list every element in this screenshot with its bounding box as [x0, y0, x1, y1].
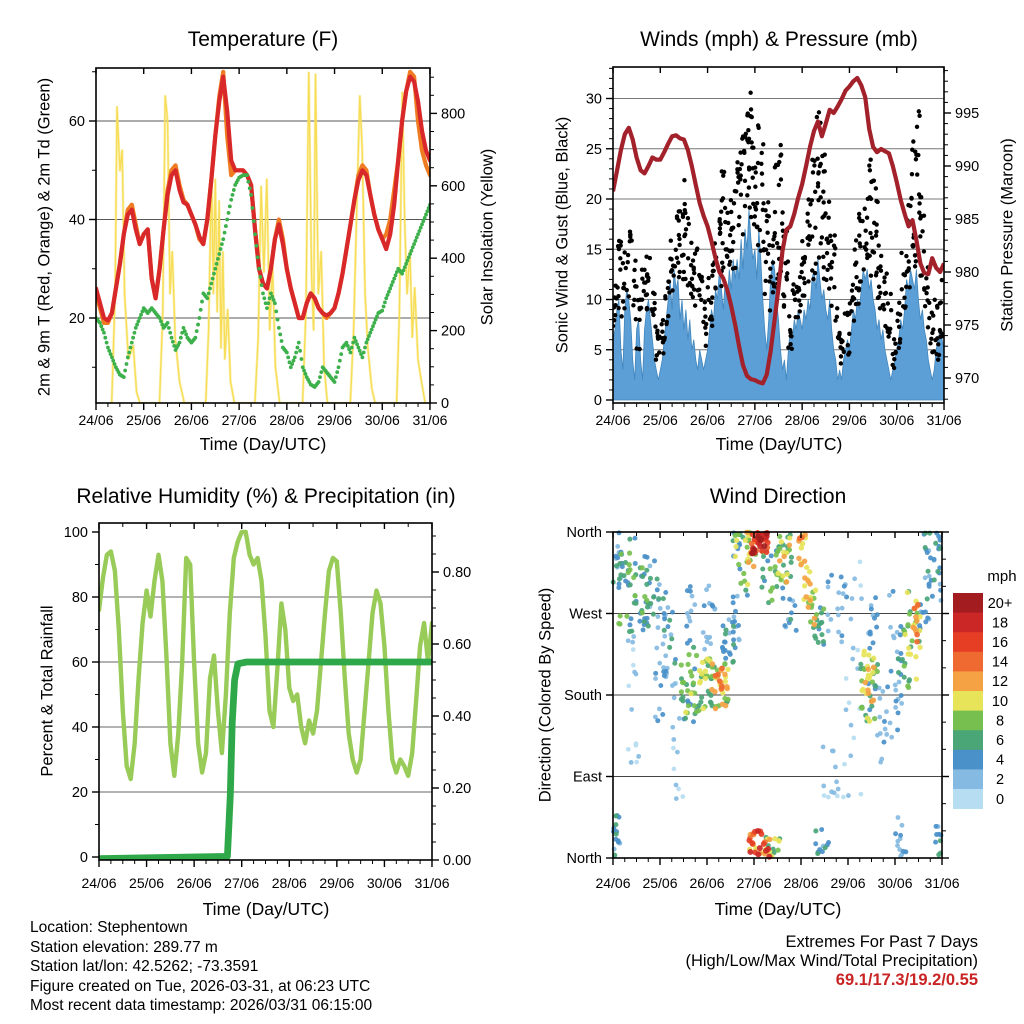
tick-label: 27/06 — [737, 412, 773, 428]
chart-winddir-title: Wind Direction — [709, 485, 847, 508]
extremes-values: 69.1/17.3/19.2/0.55 — [835, 971, 978, 989]
tick-label: 975 — [955, 318, 980, 334]
tick-label: 100 — [63, 525, 88, 541]
tick-label: 28/06 — [783, 875, 819, 891]
chart-winds-xlabel: Time (Day/UTC) — [715, 434, 843, 454]
tick-label: 30 — [585, 91, 602, 108]
tick-label: 0.00 — [443, 853, 472, 869]
tick-label: 27/06 — [224, 875, 260, 891]
tick-label: 31/06 — [412, 412, 448, 428]
humidity-precip-plot — [64, 523, 471, 891]
chart-temperature-title: Temperature (F) — [187, 28, 339, 51]
tick-label: 29/06 — [831, 412, 867, 428]
tick-label: 15 — [585, 242, 602, 259]
winds-pressure-plot — [586, 67, 979, 428]
tick-label: 0.60 — [443, 637, 472, 653]
tick-label: 28/06 — [269, 412, 305, 428]
tick-label: 5 — [593, 342, 602, 359]
chart-winds-ylabel-left: Sonic Wind & Gust (Blue, Black) — [553, 116, 572, 354]
tick-label: 4 — [995, 752, 1005, 769]
tick-label: 995 — [955, 106, 980, 122]
tick-label: 985 — [955, 212, 980, 228]
tick-label: 20 — [585, 192, 602, 208]
tick-label: 60 — [71, 655, 88, 671]
recent-timestamp: Most recent data timestamp: 2026/03/31 06:15:00 — [30, 997, 373, 1015]
tick-label: 20+ — [987, 595, 1013, 612]
tick-label: 31/06 — [924, 875, 960, 891]
colorbar-title: mph — [987, 568, 1017, 585]
chart-temperature-ylabel-left: 2m & 9m T (Red, Orange) & 2m Td (Green) — [35, 77, 54, 397]
tick-label: 0.20 — [443, 781, 472, 797]
figure-created: Figure created on Tue, 2026-03-31, at 06:23 UTC — [30, 977, 371, 995]
chart-humidity-title: Relative Humidity (%) & Precipitation (in) — [76, 485, 456, 508]
tick-label: 27/06 — [221, 412, 257, 428]
tick-label: 970 — [955, 371, 980, 387]
tick-label: 6 — [995, 733, 1005, 749]
tick-label: 2 — [995, 772, 1005, 789]
chart-temperature-xlabel: Time (Day/UTC) — [199, 434, 327, 454]
tick-label: South — [564, 687, 602, 704]
tick-label: 600 — [441, 178, 466, 195]
tick-label: 25/06 — [642, 875, 678, 891]
tick-label: 26/06 — [173, 412, 209, 428]
tick-label: North — [566, 851, 602, 867]
tick-label: 0 — [995, 791, 1005, 808]
tick-label: 26/06 — [690, 412, 726, 428]
station-location: Location: Stephentown — [30, 919, 188, 936]
temperature-plot — [69, 68, 465, 428]
tick-label: 25/06 — [642, 412, 678, 428]
tick-label: 28/06 — [271, 875, 307, 891]
station-latlon: Station lat/lon: 42.5262; -73.3591 — [30, 958, 259, 976]
tick-label: 16 — [991, 635, 1009, 651]
tick-label: 800 — [441, 106, 466, 123]
extremes-heading: Extremes For Past 7 Days — [785, 933, 978, 951]
tick-label: 29/06 — [830, 875, 866, 891]
chart-winddir-xlabel: Time (Day/UTC) — [714, 899, 842, 919]
tick-label: 26/06 — [176, 875, 212, 891]
tick-label: 18 — [991, 615, 1009, 632]
tick-label: 8 — [995, 713, 1005, 730]
extremes-block — [685, 933, 978, 990]
tick-label: 990 — [955, 159, 980, 175]
tick-label: East — [572, 769, 602, 786]
tick-label: 0.80 — [443, 565, 472, 581]
tick-label: 30/06 — [364, 412, 400, 428]
tick-label: 14 — [991, 654, 1009, 671]
chart-temperature-ylabel-right: Solar Insolation (Yellow) — [478, 148, 497, 326]
tick-label: 400 — [441, 251, 466, 268]
chart-winds-ylabel-right: Station Pressure (Maroon) — [998, 138, 1017, 332]
chart-winddir-ylabel-left: Direction (Colored By Speed) — [536, 587, 555, 803]
tick-label: 29/06 — [319, 875, 355, 891]
tick-label: 28/06 — [784, 412, 820, 428]
tick-label: 31/06 — [926, 412, 962, 428]
tick-label: 29/06 — [317, 412, 353, 428]
tick-label: 30/06 — [877, 875, 913, 891]
tick-label: 0.40 — [443, 709, 472, 725]
tick-label: 12 — [991, 674, 1009, 691]
tick-label: 10 — [991, 693, 1009, 710]
tick-label: 80 — [71, 590, 88, 606]
tick-label: 0 — [593, 393, 602, 409]
station-info — [30, 918, 372, 1016]
tick-label: 30/06 — [879, 412, 915, 428]
tick-label: 0 — [79, 850, 88, 866]
tick-label: 27/06 — [736, 875, 772, 891]
chart-winds-title: Winds (mph) & Pressure (mb) — [640, 28, 918, 51]
tick-label: North — [566, 524, 602, 541]
wind-direction-plot — [564, 525, 960, 891]
extremes-subheading: (High/Low/Max Wind/Total Precipitation) — [685, 952, 978, 970]
chart-humidity-xlabel: Time (Day/UTC) — [202, 899, 330, 919]
tick-label: 20 — [71, 785, 88, 801]
speed-colorbar — [953, 593, 1012, 809]
tick-label: 60 — [68, 114, 85, 130]
tick-label: 20 — [68, 311, 85, 327]
tick-label: 0 — [441, 396, 450, 412]
tick-label: 10 — [585, 292, 602, 309]
tick-label: 40 — [68, 212, 85, 229]
chart-humidity-ylabel-left: Percent & Total Rainfall — [38, 605, 57, 777]
station-elevation: Station elevation: 289.77 m — [30, 938, 218, 956]
tick-label: 980 — [955, 265, 980, 281]
tick-label: 24/06 — [81, 875, 117, 891]
tick-label: 24/06 — [595, 875, 631, 891]
tick-label: 25/06 — [126, 412, 162, 428]
tick-label: 40 — [71, 720, 88, 736]
tick-label: 24/06 — [595, 412, 631, 428]
tick-label: 25 — [585, 141, 602, 158]
tick-label: 26/06 — [689, 875, 725, 891]
tick-label: 31/06 — [414, 875, 450, 891]
tick-label: 200 — [441, 323, 466, 340]
tick-label: 25/06 — [129, 875, 165, 891]
tick-label: 24/06 — [78, 412, 114, 428]
tick-label: 30/06 — [366, 875, 402, 891]
tick-label: West — [569, 606, 602, 623]
